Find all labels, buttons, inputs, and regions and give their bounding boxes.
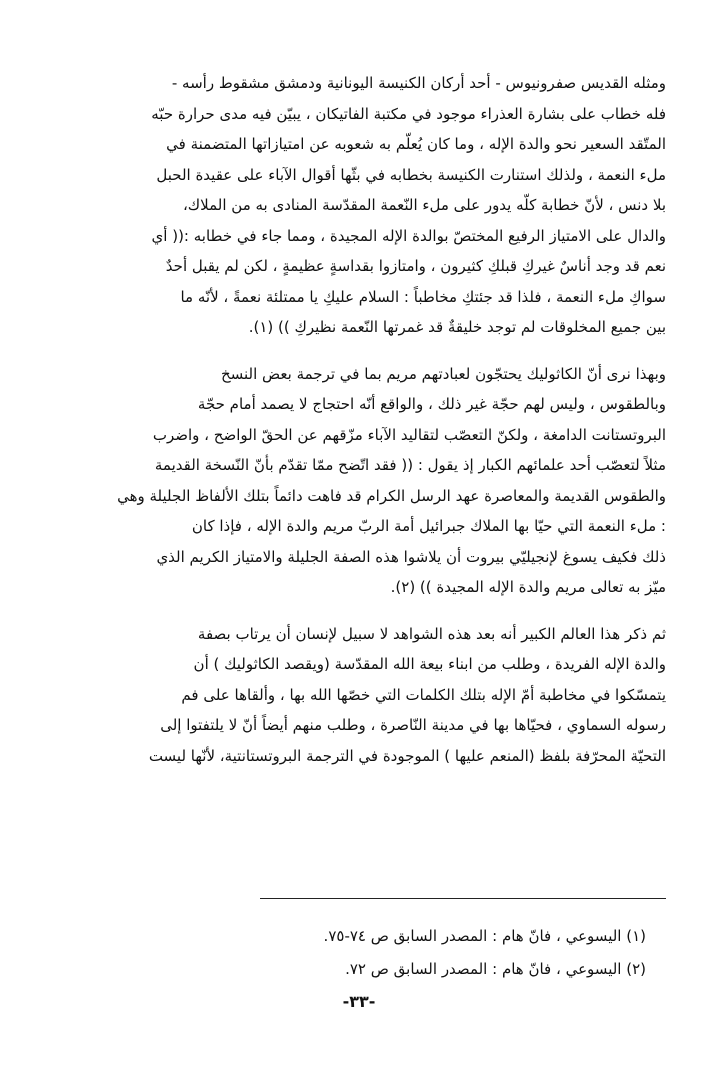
footnote-2: (٢) اليسوعي ، فانّ هام : المصدر السابق ص ٧٢. [345,960,646,978]
footnote-1: (١) اليسوعي ، فانّ هام : المصدر السابق ص ٧٤-٧٥. [323,927,646,945]
page-number: -٣٣- [342,992,376,1011]
text-line: بين جميع المخلوقات لم توجد خليقةٌ قد غمرتها النّعمة نظيركِ )) (١). [248,318,666,336]
text-line: سواكِ ملء النعمة ، فلذا قد جئتكِ مخاطباً : السلام عليكِ يا ممتلئة نعمةً ، لأنّه ما [180,287,666,306]
text-line: ملء النعمة ، ولذلك استنارت الكنيسة بخطابه في بثّها أقوال الآباء على عقيدة الحبل [156,165,666,184]
text-line: ذلك فكيف يسوغ لإنجيليّي بيروت أن يلاشوا هذه الصفة الجليلة والامتياز الكريم الذي [156,547,666,566]
text-line: نعم قد وجد أناسٌ غيركِ قبلكِ كثيرون ، وامتازوا بقداسةٍ عظيمةٍ ، لكن لم يقبل أحدٌ [165,257,666,275]
text-line: التحيّة المحرّفة بلفظ (المنعم عليها ) الموجودة في الترجمة البروتستانتية، لأنّها ليست [148,746,666,765]
text-line: والدال على الامتياز الرفيع المختصّ بوالدة الإله المجيدة ، ومما جاء في خطابه :(( أي [151,226,666,245]
text-line: المتّقد السعير نحو والدة الإله ، وما كان يُعلّم به شعوبه عن امتيازاتها المتضمنة في [166,135,666,153]
paragraph-1 [56,68,666,343]
text-line: فله خطاب على بشارة العذراء موجود في مكتبة الفاتيكان ، يبيّن فيه مدى حرارة حبّه [151,104,666,123]
text-line: ميّز به تعالى مريم والدة الإله المجيدة )) (٢). [390,578,666,596]
text-line: ثم ذكر هذا العالم الكبير أنه بعد هذه الشواهد لا سبيل لإنسان أن يرتاب بصفة [197,624,666,643]
footnotes [86,920,646,986]
text-line: مثلاً لتعصّب أحد علمائهم الكبار إذ يقول : (( فقد اتّضح ممّا تقدّم بأنّ النّسخة القديمة [154,456,666,474]
text-line: ومثله القديس صفرونيوس - أحد أركان الكنيسة اليونانية ودمشق مشقوط رأسه - [171,74,666,92]
paragraph-2 [56,359,666,603]
text-line: : ملء النعمة التي حيّا بها الملاك جبرائيل أمة الربّ مريم والدة الإله ، فإذا كان [191,517,666,535]
text-line: البروتستانت الدامغة ، ولكنّ التعصّب لتقاليد الآباء مزّقهم عن الحقّ الواضح ، واضرب [152,425,666,444]
text-line: وبهذا نرى أنّ الكاثوليك يحتجّون لعبادتهم مريم بما في ترجمة بعض النسخ [220,364,666,383]
paragraph-3 [56,619,666,772]
text-line: بلا دنس ، لأنّ خطابة كلّه يدور على ملء النّعمة المقدّسة المنادى به من الملاك، [182,196,666,214]
text-line: رسوله السماوي ، فحيّاها بها في مدينة النّاصرة ، وطلب منهم أيضاً أنّ لا يلتفتوا إلى [160,716,666,734]
page-body [56,68,666,787]
footnote-divider [260,898,666,899]
text-line: يتمسّكوا في مخاطبة أمّ الإله بتلك الكلمات التي خصّها الله بها ، وألقاها على فم [181,685,666,704]
text-line: وبالطقوس ، وليس لهم حجّة غير ذلك ، والواقع أنّه احتجاج لا يصمد أمام حجّة [197,395,666,413]
text-line: والطقوس القديمة والمعاصرة عهد الرسل الكرام قد فاهت دائماً بتلك الألفاظ الجليلة وهي [117,486,666,505]
text-line: والدة الإله الفريدة ، وطلب من ابناء بيعة الله المقدّسة (ويقصد الكاثوليك ) أن [193,655,666,673]
